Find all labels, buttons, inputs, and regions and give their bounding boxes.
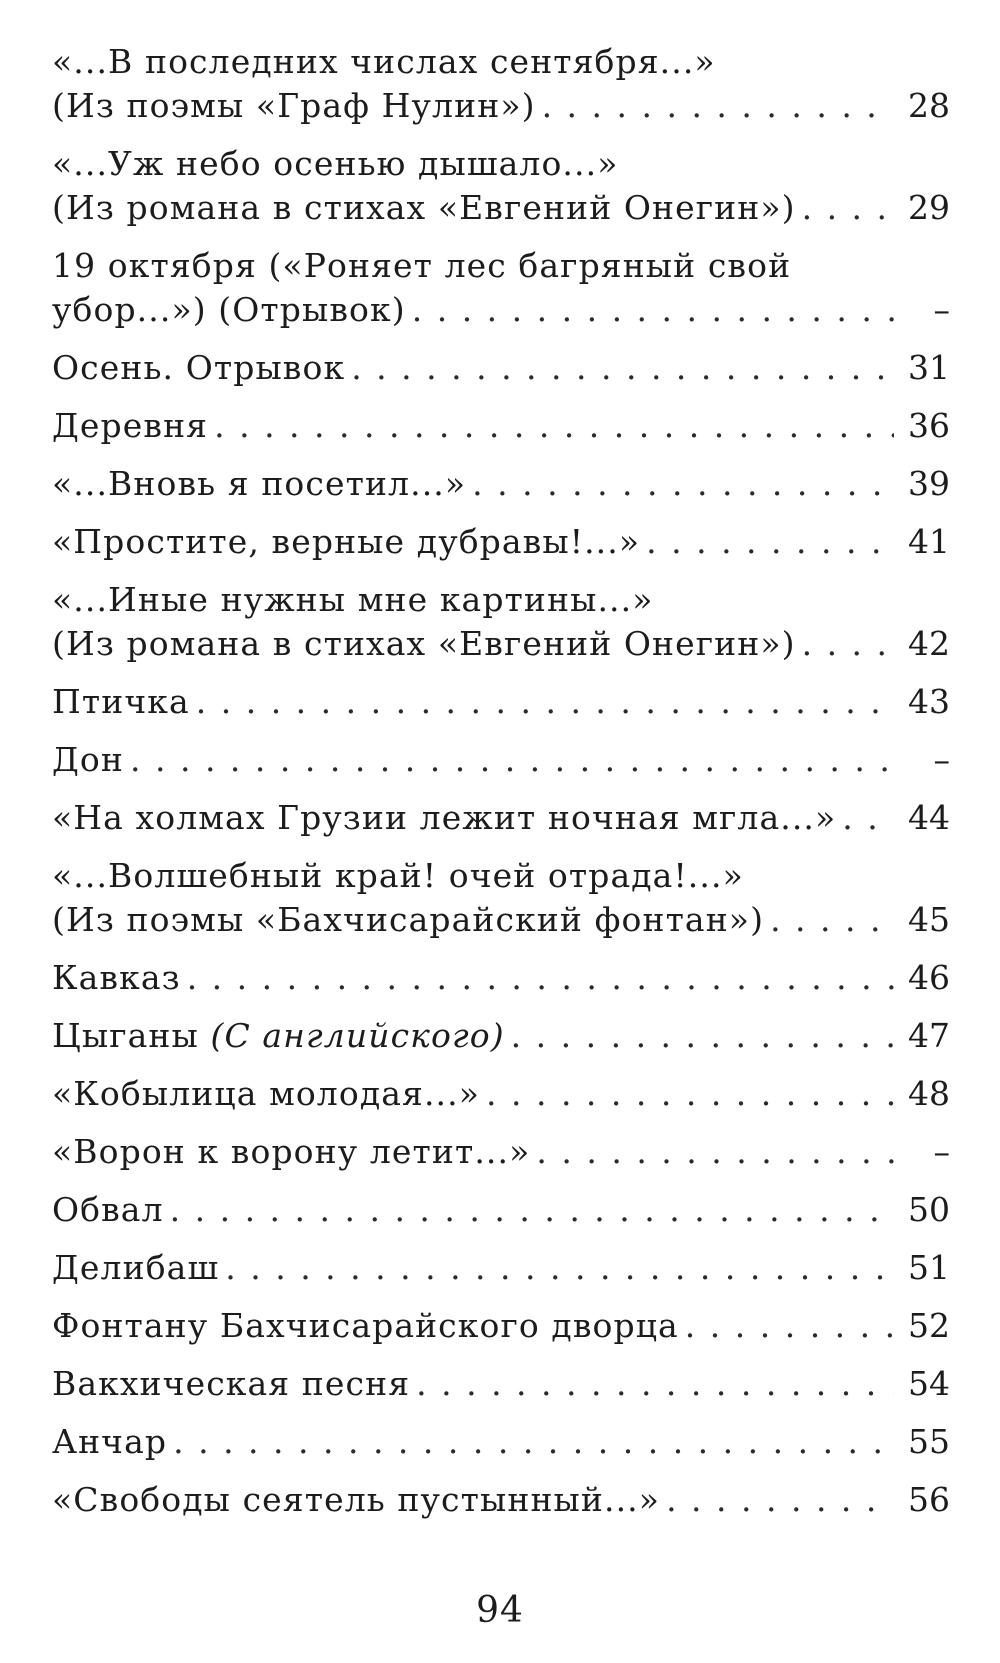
toc-entry[interactable] [52,1014,950,1058]
dot-leader [416,1362,894,1406]
dot-leader [486,1072,894,1116]
toc-entry-row [52,898,950,942]
toc-entry-row [52,796,950,840]
toc-entry-row [52,1478,950,1522]
toc-entry-row [52,1362,950,1406]
toc-entry[interactable] [52,346,950,390]
dot-leader [842,796,894,840]
toc-entry-title: Дон [52,740,124,779]
dot-leader [511,1014,894,1058]
toc-entry-row [52,956,950,1000]
toc-entry-row [52,738,950,782]
toc-entry-row [52,1072,950,1116]
toc-entry[interactable] [52,1246,950,1290]
toc-entry[interactable] [52,1304,950,1348]
dot-leader [666,1478,894,1522]
dot-leader [770,898,894,942]
toc-entry-title: (Из романа в стихах «Евгений Онегин») [52,188,796,227]
toc-entry-title [52,1014,505,1058]
toc-entry[interactable] [52,244,950,332]
toc-entry-title: Кавказ [52,958,181,997]
toc-entry-row [52,462,950,506]
toc-entry-page: 47 [908,1016,950,1055]
toc-entry[interactable] [52,1072,950,1116]
dot-leader [196,680,894,724]
toc-entry-row [52,1420,950,1464]
toc-entry[interactable] [52,680,950,724]
dot-leader [225,1246,894,1290]
toc-entry-title: «Простите, верные дубравы!...» [52,522,641,561]
toc-entry-title: «Свободы сеятель пустынный...» [52,1480,661,1519]
toc-entry-page: 50 [908,1190,950,1229]
toc-entry[interactable] [52,854,950,942]
toc-entry-page: 41 [908,522,950,561]
toc-entry-title: (Из поэмы «Граф Нулин») [52,86,536,125]
dot-leader [685,1304,894,1348]
toc-entry-title: «На холмах Грузии лежит ночная мгла...» [52,798,837,837]
dot-leader [187,956,894,1000]
toc-entry[interactable] [52,738,950,782]
dot-leader [542,84,894,128]
toc-entry-first-line: «...Уж небо осенью дышало...» [52,144,619,183]
toc-entry-note: (С английского) [210,1016,505,1055]
toc-entry-row [52,680,950,724]
toc-entry-page: 44 [908,798,950,837]
toc-entry-page: – [933,290,950,329]
toc-entry-title: Обвал [52,1190,164,1229]
toc-entry-row [52,346,950,390]
toc-entry-title: (Из поэмы «Бахчисарайский фонтан») [52,900,765,939]
toc-entry-page: 39 [908,464,950,503]
toc-entry-title: «Кобылица молодая...» [52,1074,481,1113]
toc-entry-page: 29 [908,188,950,227]
toc-entry-row [52,1130,950,1174]
toc-entry-row [52,1246,950,1290]
dot-leader [472,462,894,506]
toc-entry-page: 45 [908,900,950,939]
toc-entry-title: Птичка [52,682,190,721]
toc-entry-row [52,520,950,564]
toc-entry-title: Фонтану Бахчисарайского дворца [52,1306,679,1345]
toc-entry[interactable] [52,1478,950,1522]
toc-entry-page: 51 [908,1248,950,1287]
toc-entry-page: 43 [908,682,950,721]
dot-leader [214,404,894,448]
dot-leader [802,622,894,666]
toc-entry-first-line: «...Волшебный край! очей отрада!...» [52,856,744,895]
toc-entry-first-line: «...В последних числах сентября...» [52,42,716,81]
dot-leader [536,1130,894,1174]
dot-leader [170,1188,894,1232]
toc-entry-title: (Из романа в стихах «Евгений Онегин») [52,624,796,663]
dot-leader [173,1420,894,1464]
toc-entry[interactable] [52,1362,950,1406]
toc-entry-title-text: Цыганы [52,1016,199,1055]
table-of-contents [52,40,950,1536]
toc-entry-row [52,1188,950,1232]
toc-entry[interactable] [52,1420,950,1464]
toc-entry-page: – [933,1132,950,1171]
toc-entry-row [52,622,950,666]
toc-entry-page: 48 [908,1074,950,1113]
toc-entry[interactable] [52,40,950,128]
toc-entry[interactable] [52,578,950,666]
toc-entry-page: 31 [908,348,950,387]
dot-leader [412,288,894,332]
toc-entry-page: 28 [908,86,950,125]
dot-leader [130,738,894,782]
toc-entry[interactable] [52,462,950,506]
toc-entry-title: Делибаш [52,1248,220,1287]
toc-entry-first-line: «...Иные нужны мне картины...» [52,580,654,619]
toc-entry-page: – [933,740,950,779]
toc-entry-title: Деревня [52,406,209,445]
toc-entry-title: Осень. Отрывок [52,348,346,387]
toc-entry[interactable] [52,796,950,840]
toc-entry-row [52,1014,950,1058]
toc-entry[interactable] [52,956,950,1000]
toc-entry-page: 42 [908,624,950,663]
dot-leader [802,186,894,230]
toc-entry-title: «Ворон к ворону летит...» [52,1132,531,1171]
toc-entry-page: 55 [908,1422,950,1461]
toc-entry-title: убор...») (Отрывок) [52,290,406,329]
toc-entry-row [52,404,950,448]
toc-entry-page: 52 [908,1306,950,1345]
toc-entry-title: «...Вновь я посетил...» [52,464,467,503]
toc-entry[interactable] [52,1130,950,1174]
toc-entry[interactable] [52,404,950,448]
page-number: 94 [476,1590,524,1631]
toc-entry-title: Анчар [52,1422,168,1461]
dot-leader [646,520,894,564]
toc-entry-page: 56 [908,1480,950,1519]
toc-entry-page: 36 [908,406,950,445]
toc-entry[interactable] [52,520,950,564]
toc-entry-row [52,288,950,332]
dot-leader [351,346,894,390]
toc-entry-page: 46 [908,958,950,997]
toc-entry-row [52,1304,950,1348]
toc-entry-page: 54 [908,1364,950,1403]
toc-entry-row [52,84,950,128]
toc-entry[interactable] [52,1188,950,1232]
toc-entry-row [52,186,950,230]
toc-entry[interactable] [52,142,950,230]
toc-entry-first-line: 19 октября («Роняет лес багряный свой [52,246,792,285]
toc-entry-title: Вакхическая песня [52,1364,411,1403]
